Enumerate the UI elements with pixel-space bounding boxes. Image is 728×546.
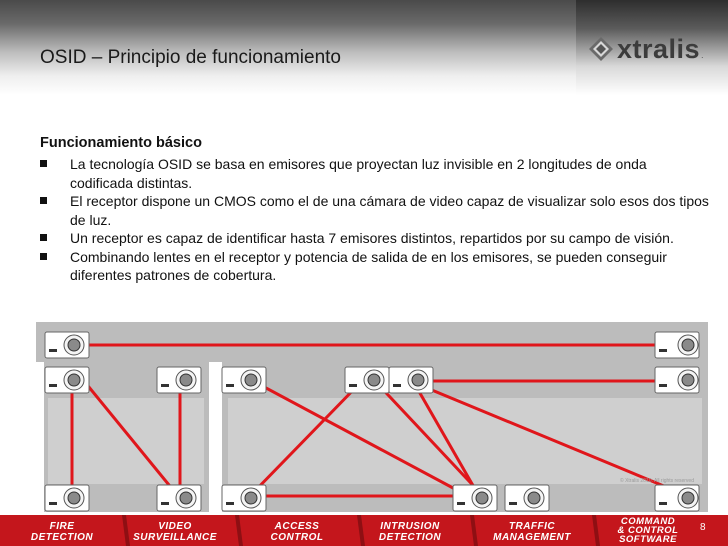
bullet-item — [40, 192, 710, 229]
osid-device-icon — [157, 367, 201, 393]
bullet-item — [40, 155, 710, 192]
section-subheading: Funcionamiento básico — [40, 135, 202, 151]
osid-device-icon — [222, 367, 266, 393]
xtralis-diamond-icon — [588, 36, 614, 62]
bullet-text: La tecnología OSID se basa en emisores que proyectan luz invisible en 2 longitudes de onda codificada distintas. — [70, 156, 647, 191]
osid-device-icon — [655, 332, 699, 358]
osid-device-icon — [45, 332, 89, 358]
footer-category-3 — [368, 521, 452, 545]
osid-device-icon — [505, 485, 549, 511]
osid-device-icon — [222, 485, 266, 511]
coverage-diagram — [0, 310, 728, 515]
page-number: 8 — [700, 522, 706, 533]
osid-device-icon — [655, 367, 699, 393]
logo-trademark: . — [701, 50, 704, 60]
osid-device-icon — [45, 367, 89, 393]
footer-category-line: VIDEO — [158, 521, 192, 532]
bullet-text: Un receptor es capaz de identificar hasta 7 emisores distintos, repartidos por su campo de visión. — [70, 230, 674, 246]
osid-device-icon — [345, 367, 389, 393]
footer-category-line: FIRE — [49, 521, 75, 532]
footer-category-2 — [255, 521, 339, 545]
footer-category-line: INTRUSION — [380, 521, 440, 532]
footer-category-line: ACCESS — [274, 521, 320, 532]
bullet-list — [40, 155, 710, 285]
footer-separator — [464, 515, 484, 546]
footer-category-line: DETECTION — [378, 532, 442, 543]
osid-device-icon — [389, 367, 433, 393]
osid-device-icon — [453, 485, 497, 511]
footer-category-line: MANAGEMENT — [493, 532, 571, 543]
square-bullet-icon — [40, 160, 47, 167]
footer-category-1 — [133, 521, 217, 545]
footer-category-line: SURVEILLANCE — [133, 532, 217, 543]
square-bullet-icon — [40, 234, 47, 241]
footer-category-line: DETECTION — [30, 532, 94, 543]
square-bullet-icon — [40, 253, 47, 260]
osid-device-icon — [157, 485, 201, 511]
footer-category-line: TRAFFIC — [508, 521, 556, 532]
footer-category-line: & CONTROL — [617, 525, 679, 536]
footer-category-line: SOFTWARE — [619, 534, 677, 545]
footer-separator — [586, 515, 606, 546]
bullet-text: Combinando lentes en el receptor y potencia de salida de en los emisores, se pueden conseguir diferentes patrones de cobertura. — [70, 248, 667, 283]
copyright-watermark: © Xtralis 2010. All rights reserved — [620, 478, 694, 484]
logo-wordmark: xtralis — [617, 33, 701, 64]
corridor-top-wall — [36, 322, 708, 362]
footer-category-4 — [490, 521, 574, 545]
footer-category-0 — [20, 521, 104, 545]
osid-device-icon — [45, 485, 89, 511]
bullet-item — [40, 248, 710, 285]
bullet-item — [40, 229, 710, 248]
slide-title: OSID – Principio de funcionamiento — [40, 47, 341, 68]
footer-category-line: CONTROL — [270, 532, 324, 543]
osid-device-icon — [655, 485, 699, 511]
xtralis-logo — [588, 34, 703, 64]
square-bullet-icon — [40, 197, 47, 204]
footer-category-5 — [612, 516, 684, 545]
footer-separator — [229, 515, 249, 546]
bullet-text: El receptor dispone un CMOS como el de una cámara de video capaz de visualizar solo esos dos tipos de luz. — [70, 193, 709, 228]
footer-category-line: COMMAND — [620, 516, 676, 527]
